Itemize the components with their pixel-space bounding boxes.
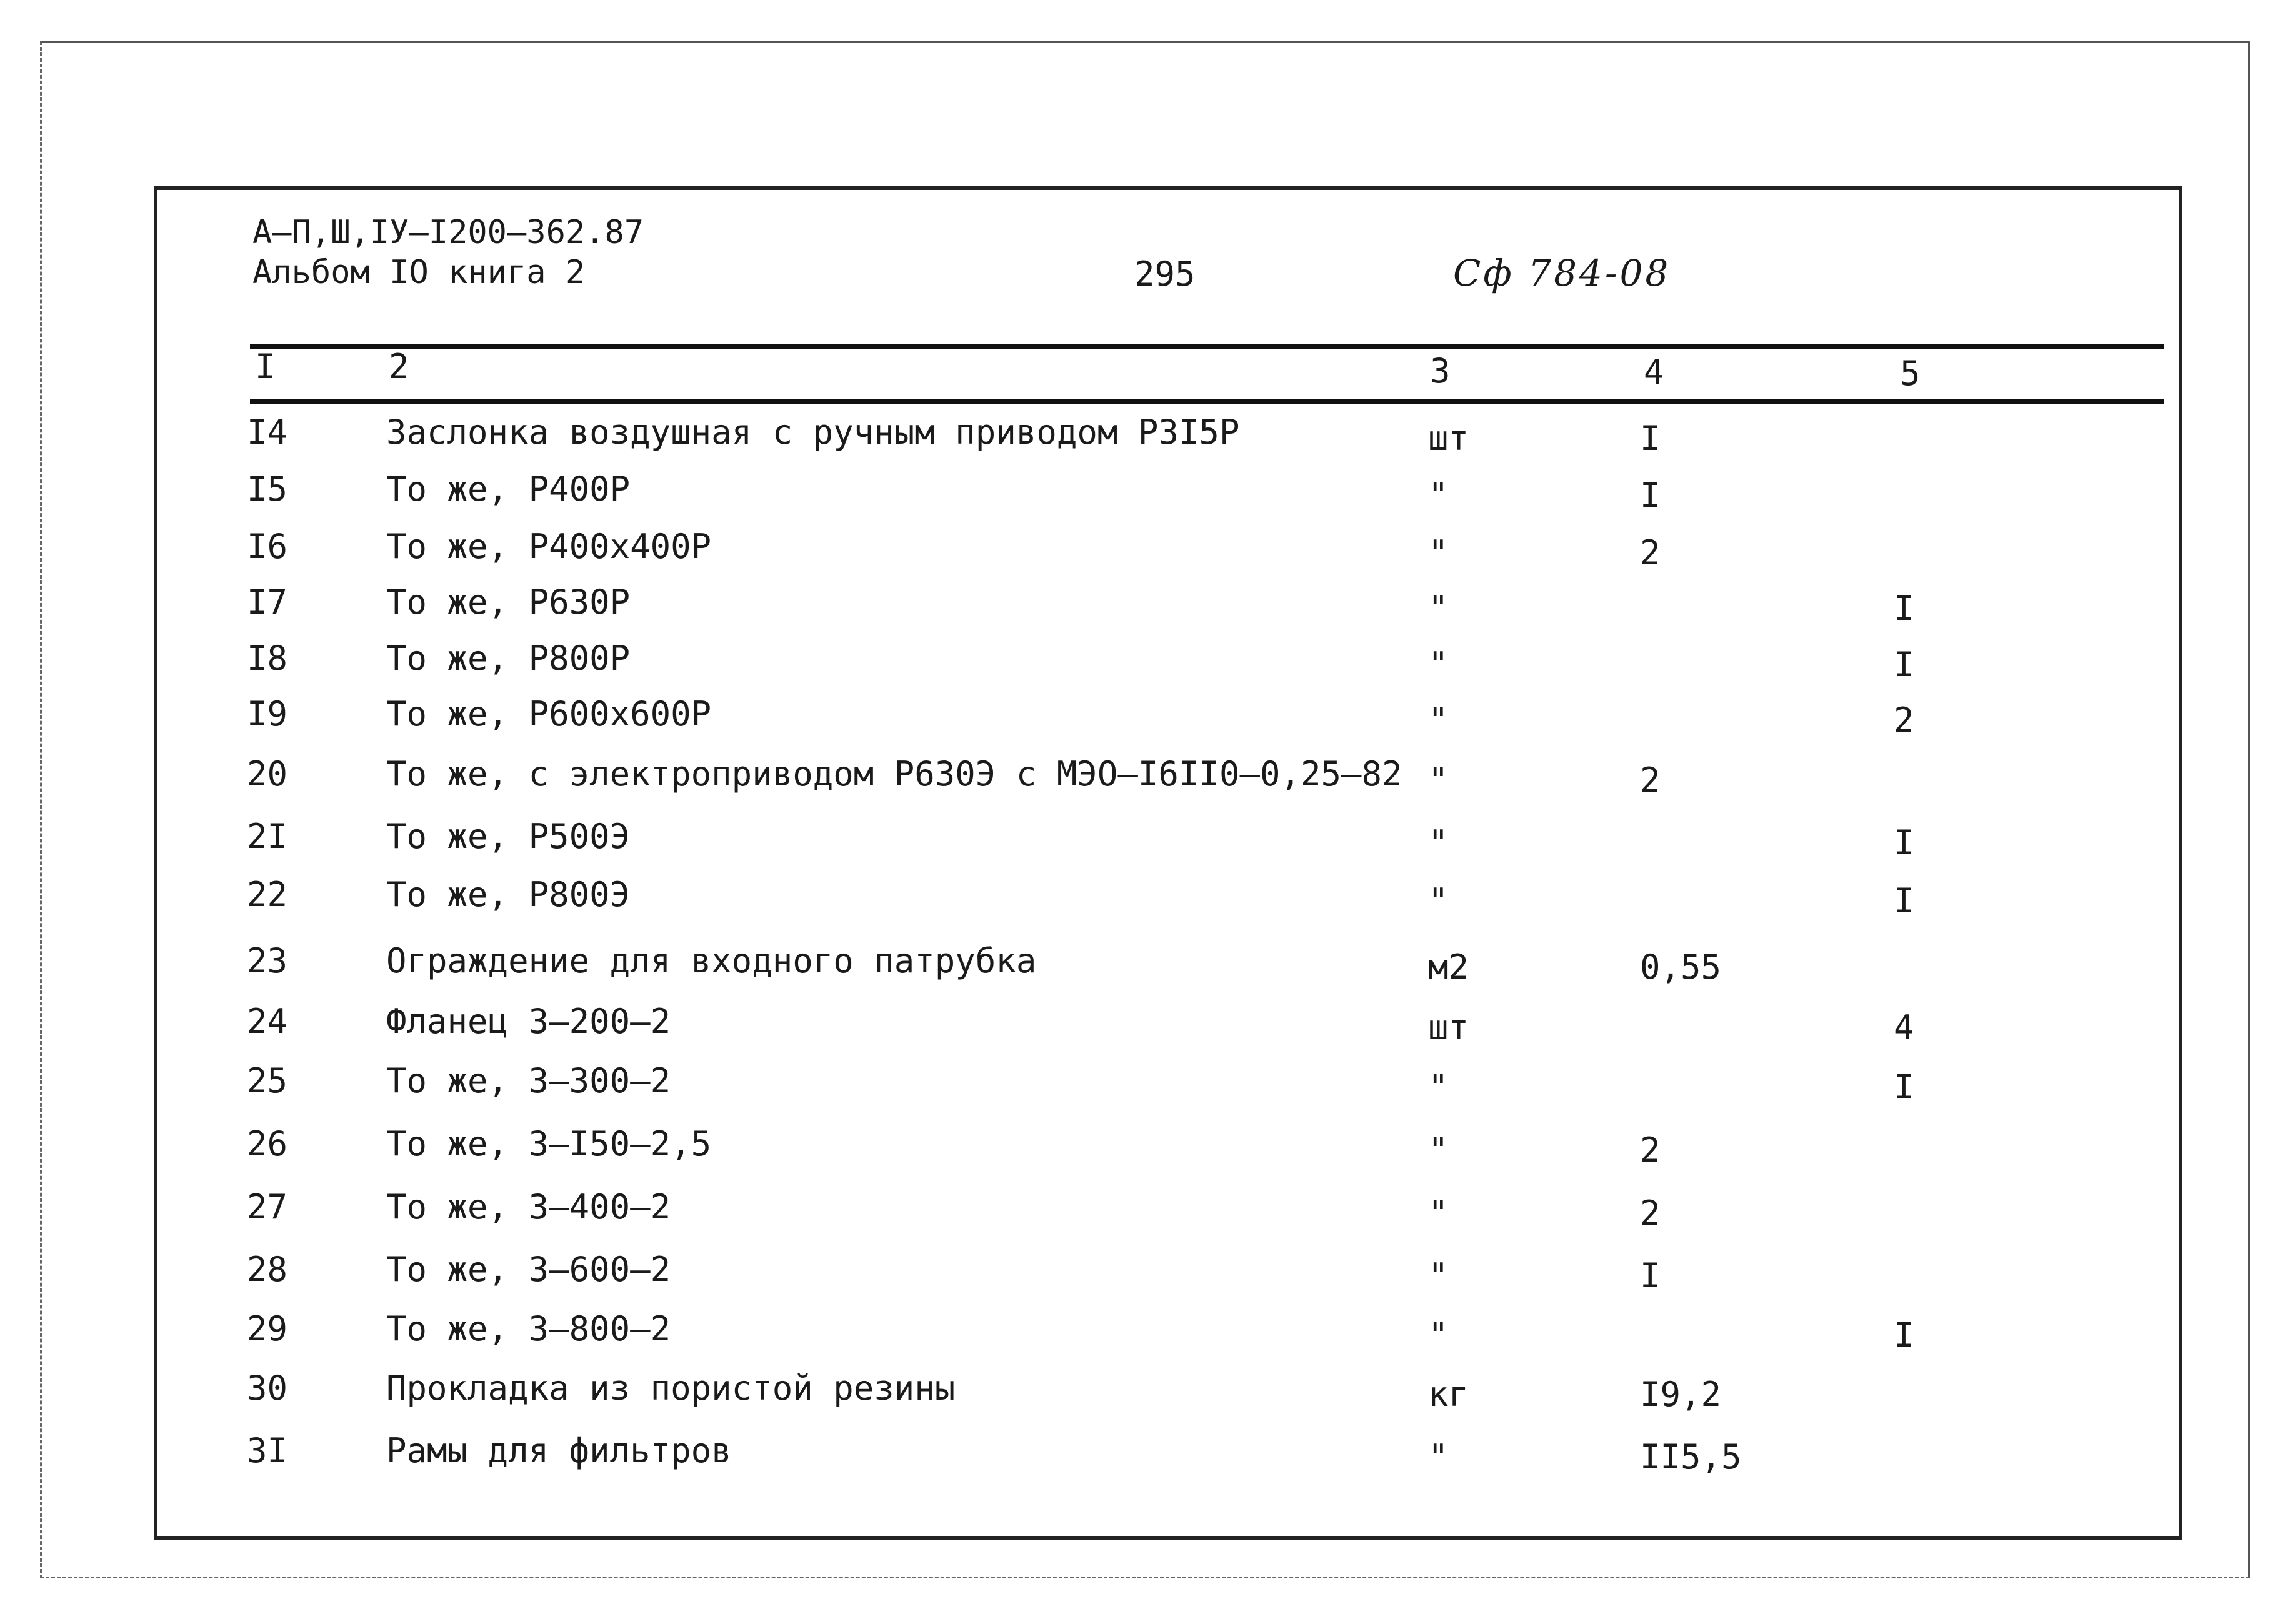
column-header-3: 3 <box>1430 351 1451 391</box>
row-number: I5 <box>247 469 288 509</box>
unit-of-measure: " <box>1428 1130 1449 1170</box>
table-row <box>0 817 2288 870</box>
row-number: 2I <box>247 817 288 856</box>
unit-of-measure: " <box>1428 881 1449 920</box>
row-number: 24 <box>247 1002 288 1041</box>
quantity-col-4: 2 <box>1640 1193 1661 1233</box>
table-header-bottom-rule <box>250 399 2164 404</box>
item-name: То же, 3–600–2 <box>386 1250 671 1289</box>
table-row <box>0 1431 2288 1484</box>
row-number: 28 <box>247 1250 288 1289</box>
quantity-col-4: I9,2 <box>1640 1375 1722 1414</box>
unit-of-measure: " <box>1428 1193 1449 1233</box>
table-row <box>0 1250 2288 1303</box>
quantity-col-4: I <box>1640 476 1661 515</box>
unit-of-measure: " <box>1428 533 1449 572</box>
item-name: Прокладка из пористой резины <box>386 1368 956 1408</box>
table-row <box>0 639 2288 692</box>
item-name: То же, Р500Э <box>386 817 631 856</box>
table-row <box>0 875 2288 928</box>
document-code: А–П,Ш,IУ–I200–362.87 <box>252 214 644 251</box>
row-number: I7 <box>247 582 288 622</box>
column-header-4: 4 <box>1644 352 1664 392</box>
quantity-col-5: 4 <box>1894 1008 1914 1047</box>
item-name: То же, Р800Р <box>386 639 631 678</box>
unit-of-measure: " <box>1428 1437 1449 1477</box>
unit-of-measure: " <box>1428 823 1449 862</box>
table-row <box>0 412 2288 466</box>
row-number: 29 <box>247 1309 288 1348</box>
table-row <box>0 1061 2288 1114</box>
row-number: 3I <box>247 1431 288 1470</box>
row-number: 22 <box>247 875 288 914</box>
row-number: I6 <box>247 527 288 566</box>
unit-of-measure: " <box>1428 1067 1449 1107</box>
unit-of-measure: м2 <box>1428 947 1469 987</box>
unit-of-measure: " <box>1428 1315 1449 1355</box>
quantity-col-4: 2 <box>1640 760 1661 800</box>
unit-of-measure: " <box>1428 700 1449 740</box>
row-number: 26 <box>247 1124 288 1163</box>
quantity-col-4: I <box>1640 1256 1661 1295</box>
column-header-1: I <box>255 347 276 386</box>
item-name: То же, 3–800–2 <box>386 1309 671 1348</box>
table-row <box>0 1368 2288 1422</box>
row-number: 30 <box>247 1368 288 1408</box>
item-name: То же, 3–I50–2,5 <box>386 1124 712 1163</box>
column-header-2: 2 <box>389 347 409 386</box>
unit-of-measure: " <box>1428 760 1449 800</box>
album-title: Альбом IO книга 2 <box>252 254 586 291</box>
table-row <box>0 1187 2288 1240</box>
quantity-col-5: I <box>1894 881 1914 920</box>
item-name: То же, Р630Р <box>386 582 631 622</box>
unit-of-measure: " <box>1428 645 1449 684</box>
row-number: 25 <box>247 1061 288 1100</box>
table-row <box>0 1124 2288 1177</box>
handwritten-stamp: Сф 784-08 <box>1453 252 1671 294</box>
item-name: Заслонка воздушная с ручным приводом РЗI5Р <box>386 412 1240 452</box>
item-name: То же, Р400Р <box>386 469 631 509</box>
row-number: I9 <box>247 694 288 734</box>
table-row <box>0 754 2288 807</box>
row-number: I4 <box>247 412 288 452</box>
table-row <box>0 1002 2288 1055</box>
item-name: То же, 3–400–2 <box>386 1187 671 1227</box>
quantity-col-5: I <box>1894 645 1914 684</box>
table-row <box>0 694 2288 747</box>
table-header-top-rule <box>250 344 2164 349</box>
item-name: Ограждение для входного патрубка <box>386 941 1037 980</box>
item-name: То же, с электроприводом Р630Э с МЭО–I6II0–0,25–82 <box>386 754 1402 794</box>
unit-of-measure: шт <box>1428 419 1469 458</box>
unit-of-measure: шт <box>1428 1008 1469 1047</box>
quantity-col-5: I <box>1894 823 1914 862</box>
quantity-col-4: 2 <box>1640 1130 1661 1170</box>
item-name: Рамы для фильтров <box>386 1431 732 1470</box>
table-row <box>0 941 2288 994</box>
page-number: 295 <box>1134 254 1196 294</box>
item-name: То же, Р600х600Р <box>386 694 712 734</box>
quantity-col-5: I <box>1894 1315 1914 1355</box>
item-name: То же, Р400х400Р <box>386 527 712 566</box>
row-number: 27 <box>247 1187 288 1227</box>
item-name: То же, 3–300–2 <box>386 1061 671 1100</box>
item-name: То же, Р800Э <box>386 875 631 914</box>
table-row <box>0 582 2288 635</box>
quantity-col-5: I <box>1894 1067 1914 1107</box>
row-number: 23 <box>247 941 288 980</box>
quantity-col-4: 2 <box>1640 533 1661 572</box>
table-row <box>0 527 2288 580</box>
quantity-col-5: I <box>1894 589 1914 628</box>
item-name: Фланец 3–200–2 <box>386 1002 671 1041</box>
unit-of-measure: кг <box>1428 1375 1469 1414</box>
table-row <box>0 1309 2288 1362</box>
unit-of-measure: " <box>1428 589 1449 628</box>
quantity-col-4: 0,55 <box>1640 947 1722 987</box>
quantity-col-4: II5,5 <box>1640 1437 1742 1477</box>
row-number: I8 <box>247 639 288 678</box>
quantity-col-4: I <box>1640 419 1661 458</box>
unit-of-measure: " <box>1428 1256 1449 1295</box>
column-header-5: 5 <box>1900 354 1921 393</box>
row-number: 20 <box>247 754 288 794</box>
unit-of-measure: " <box>1428 476 1449 515</box>
quantity-col-5: 2 <box>1894 700 1914 740</box>
table-row <box>0 469 2288 522</box>
